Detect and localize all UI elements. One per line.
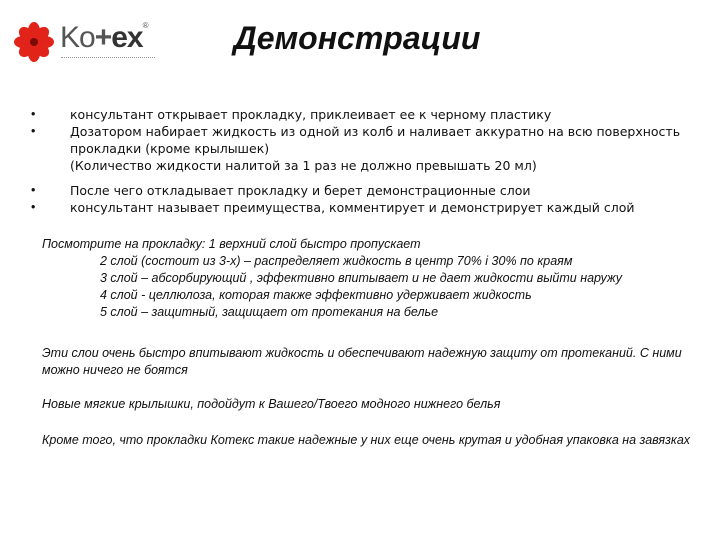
- layer-line: 3 слой – абсорбирующий , эффективно впитывает и не дает жидкости выйти наружу: [100, 271, 622, 285]
- paragraph-protection: Эти слои очень быстро впитывают жидкость и обеспечивают надежную защиту от протеканий. С ними можно ничего не боятся: [42, 346, 682, 377]
- layers-intro: Посмотрите на прокладку: 1 верхний слой быстро пропускает: [42, 237, 421, 251]
- page-title: Демонстрации: [233, 20, 481, 56]
- layer-line: 4 слой - целлюлоза, которая также эффективно удерживает жидкость: [100, 288, 532, 302]
- paragraph-packaging: Кроме того, что прокладки Котекс такие надежные у них еще очень крутая и удобная упаковка на завязках: [42, 433, 691, 447]
- bullet-dot: •: [31, 124, 36, 138]
- list-item: • консультант открывает прокладку, приклеивает ее к черному пластику: [31, 107, 552, 122]
- bullet-dot: •: [31, 107, 36, 121]
- layer-line: 2 слой (состоит из 3-х) – распределяет жидкость в центр 70% i 30% по краям: [100, 254, 573, 268]
- list-item: • консультант называет преимущества, комментирует и демонстрирует каждый слой: [31, 200, 635, 215]
- bullet-dot: •: [31, 200, 36, 214]
- layers-description: [42, 236, 702, 321]
- bullet-group: [28, 106, 698, 174]
- layer-line: 5 слой – защитный, защищает от протекания на белье: [100, 305, 439, 319]
- paragraph-wings: Новые мягкие крылышки, подойдут к Вашего/Твоего модного нижнего белья: [42, 397, 501, 411]
- bullet-dot: •: [31, 183, 36, 197]
- kotex-wordmark: Ko+ex®: [60, 21, 148, 54]
- bullet-group: [28, 182, 698, 216]
- liquid-note: (Количество жидкости налитой за 1 раз не должно превышать 20 мл): [70, 158, 537, 173]
- list-item: • После чего откладывает прокладку и берет демонстрационные слои: [31, 183, 531, 198]
- bullet-list: [28, 106, 698, 224]
- list-item: • Дозатором набирает жидкость из одной из колб и наливает аккуратно на всю поверхность прокладки (кроме крылышек): [31, 124, 681, 156]
- logo-tagline: [61, 57, 155, 61]
